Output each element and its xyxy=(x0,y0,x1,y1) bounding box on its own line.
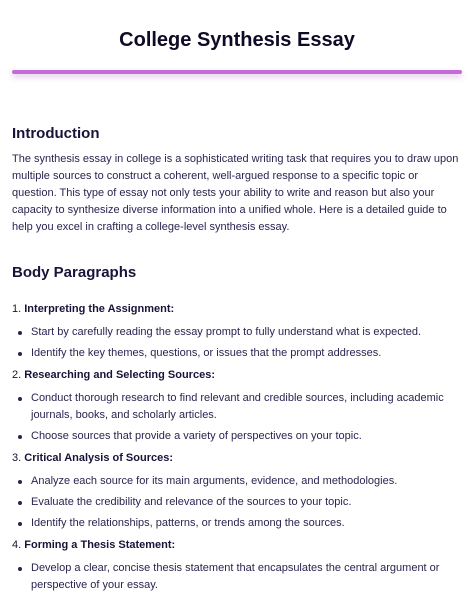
bullet-text: Choose sources that provide a variety of perspectives on your topic. xyxy=(31,430,362,442)
bullet-list xyxy=(12,324,464,362)
introduction-paragraph: The synthesis essay in college is a sophisticated writing task that requires you to draw upon multiple sources to construct a coherent, well-argued response to a specific topic or question. This type of essay not only tests your ability to write and reason but also your capacity to synthesize diverse information into a unified whole. Here is a detailed guide to help you excel in crafting a college-level synthesis essay. xyxy=(12,153,459,233)
step-label: Forming a Thesis Statement: xyxy=(24,539,176,551)
bullet-icon xyxy=(18,567,22,571)
bullet-icon xyxy=(18,522,22,526)
step-number: 4. xyxy=(12,539,22,551)
bullet-icon xyxy=(18,397,22,401)
list-item xyxy=(12,428,464,445)
bullet-text: Start by carefully reading the essay prompt to fully understand what is expected. xyxy=(31,326,422,338)
document-title: College Synthesis Essay xyxy=(119,29,355,51)
list-item xyxy=(12,494,464,511)
bullet-text: Identify the key themes, questions, or issues that the prompt addresses. xyxy=(31,347,382,359)
body-paragraphs-heading: Body Paragraphs xyxy=(12,264,137,281)
bullet-text: Identify the relationships, patterns, or trends among the sources. xyxy=(31,517,345,529)
bullet-list xyxy=(12,390,464,445)
step-label: Interpreting the Assignment: xyxy=(24,303,175,315)
bullet-text: Conduct thorough research to find relevant and credible sources, including academic journals, books, and scholarly articles. xyxy=(31,392,444,421)
step-title xyxy=(12,301,464,318)
list-item xyxy=(12,560,464,594)
step-label: Researching and Selecting Sources: xyxy=(24,369,215,381)
step-item xyxy=(12,301,464,362)
bullet-icon xyxy=(18,352,22,356)
bullet-icon xyxy=(18,331,22,335)
step-title xyxy=(12,450,464,467)
list-item xyxy=(12,345,464,362)
bullet-list xyxy=(12,473,464,532)
list-item xyxy=(12,390,464,424)
step-item xyxy=(12,367,464,445)
step-number: 2. xyxy=(12,369,22,381)
list-item xyxy=(12,473,464,490)
introduction-heading: Introduction xyxy=(12,125,100,142)
bullet-text: Develop a clear, concise thesis statement that encapsulates the central argument or perspective of your essay. xyxy=(31,562,440,591)
steps-list xyxy=(12,301,464,599)
step-item xyxy=(12,537,464,594)
bullet-icon xyxy=(18,480,22,484)
bullet-text: Analyze each source for its main arguments, evidence, and methodologies. xyxy=(31,475,398,487)
step-label: Critical Analysis of Sources: xyxy=(24,452,174,464)
step-number: 1. xyxy=(12,303,22,315)
step-number: 3. xyxy=(12,452,22,464)
step-title xyxy=(12,367,464,384)
bullet-text: Evaluate the credibility and relevance of the sources to your topic. xyxy=(31,496,352,508)
bullet-icon xyxy=(18,501,22,505)
list-item xyxy=(12,324,464,341)
step-item xyxy=(12,450,464,532)
title-divider xyxy=(12,70,462,74)
bullet-icon xyxy=(18,435,22,439)
list-item xyxy=(12,515,464,532)
bullet-list xyxy=(12,560,464,594)
step-title xyxy=(12,537,464,554)
